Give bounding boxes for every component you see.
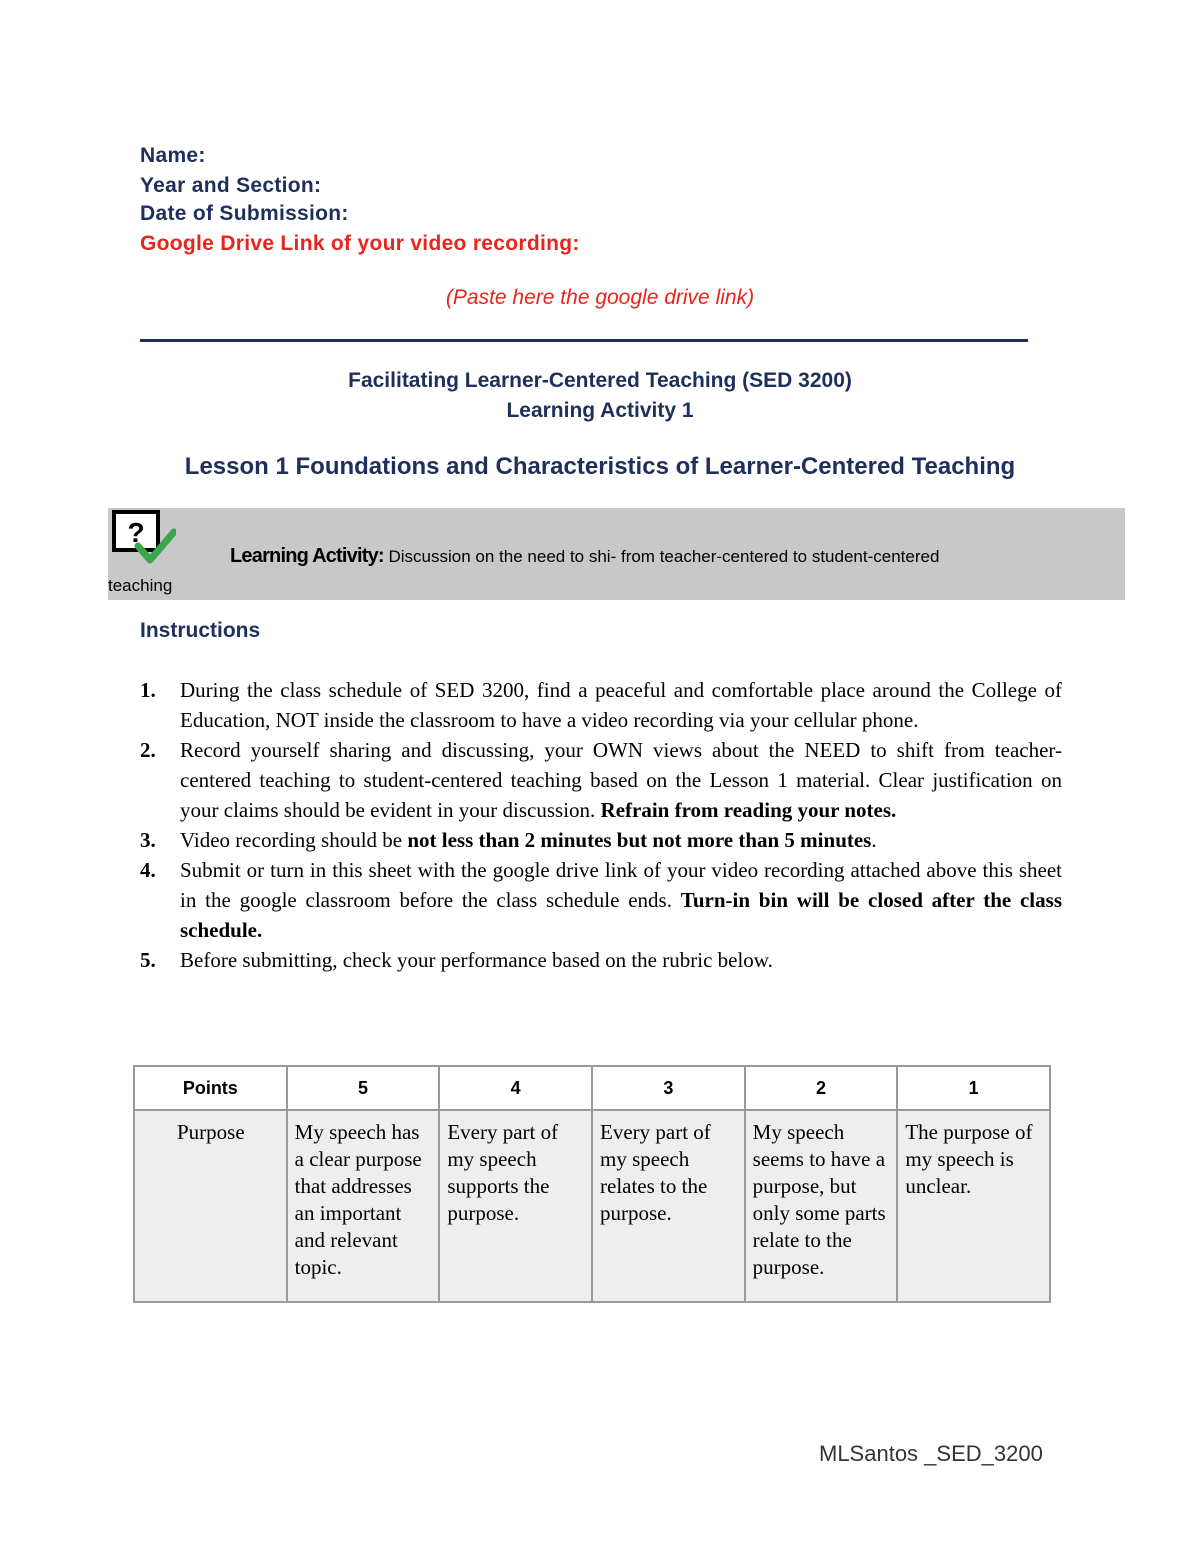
rubric-cell-1: The purpose of my speech is unclear.: [897, 1110, 1050, 1302]
list-item-text: Submit or turn in this sheet with the google drive link of your video recording attached above this sheet in the google classroom before the class schedule ends.: [180, 858, 1062, 912]
activity-description: [230, 545, 939, 568]
instructions-list: [140, 675, 1062, 975]
rubric-header-1: 1: [897, 1066, 1050, 1110]
list-item-text: During the class schedule of SED 3200, find a peaceful and comfortable place around the College of Education, NOT inside the classroom to have a video recording via your cellular phone.: [180, 678, 1062, 732]
activity-text-continuation: teaching: [108, 576, 173, 595]
list-item-emphasis: not less than 2 minutes but not more than 5 minutes: [407, 828, 872, 852]
rubric-cell-3: Every part of my speech relates to the purpose.: [592, 1110, 745, 1302]
list-item: [140, 675, 1062, 735]
activity-label: Learning Activity:: [230, 545, 384, 567]
list-item-number: 4.: [140, 858, 156, 882]
instructions-heading: Instructions: [140, 619, 261, 642]
list-item-number: 5.: [140, 948, 156, 972]
list-item-text: Video recording should be: [180, 828, 408, 852]
rubric-criterion: Purpose: [134, 1110, 287, 1302]
submission-date-label: Date of Submission:: [140, 202, 349, 225]
rubric-header-2: 2: [745, 1066, 898, 1110]
table-row: [134, 1110, 1050, 1302]
rubric-header-3: 3: [592, 1066, 745, 1110]
activity-title: Learning Activity 1: [506, 399, 694, 422]
list-item-emphasis: Refrain from reading your notes.: [600, 798, 897, 822]
svg-text:?: ?: [127, 517, 145, 548]
list-item-text: .: [871, 828, 877, 852]
rubric-cell-5: My speech has a clear purpose that addresses an important and relevant topic.: [287, 1110, 440, 1302]
year-section-label: Year and Section:: [140, 174, 322, 197]
list-item: [140, 945, 1062, 975]
rubric-header-points: Points: [134, 1066, 287, 1110]
rubric-cell-2: My speech seems to have a purpose, but only some parts relate to the purpose.: [745, 1110, 898, 1302]
rubric-cell-4: Every part of my speech supports the purpose.: [439, 1110, 592, 1302]
rubric-header-4: 4: [439, 1066, 592, 1110]
rubric-header-row: [134, 1066, 1050, 1110]
question-check-icon: [110, 508, 176, 570]
list-item: [140, 855, 1062, 945]
drive-link-placeholder[interactable]: (Paste here the google drive link): [445, 286, 755, 309]
rubric-table: [133, 1065, 1051, 1303]
activity-text: Discussion on the need to shi‐ from teacher-centered to student-centered: [383, 547, 940, 566]
list-item-text: Record yourself sharing and discussing, your OWN views about the NEED to shift from teacher-centered teaching to student-centered teaching based on the Lesson 1 material. Clear justification on your claims should be evident in your discussion.: [180, 738, 1062, 822]
list-item: [140, 735, 1062, 825]
footer-author: MLSantos _SED_3200: [819, 1441, 1043, 1466]
list-item-emphasis: Turn-in bin will be closed after the class schedule.: [180, 888, 1062, 942]
drive-link-label: Google Drive Link of your video recording:: [140, 232, 580, 255]
rubric-header-5: 5: [287, 1066, 440, 1110]
list-item-number: 3.: [140, 828, 156, 852]
name-label: Name:: [140, 144, 206, 167]
lesson-title: Lesson 1 Foundations and Characteristics of Learner-Centered Teaching: [184, 453, 1016, 480]
list-item-text: Before submitting, check your performance based on the rubric below.: [180, 948, 773, 972]
list-item-number: 1.: [140, 678, 156, 702]
divider-line: [140, 339, 1028, 342]
course-title: Facilitating Learner-Centered Teaching (SED 3200): [348, 369, 852, 392]
list-item: [140, 825, 1062, 855]
list-item-number: 2.: [140, 738, 156, 762]
